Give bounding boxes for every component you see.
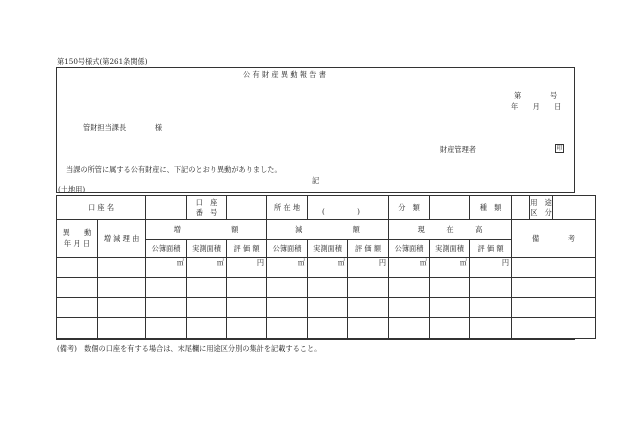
decrease-measured-area-header: 実測面積 [308, 240, 348, 258]
table-cell [57, 258, 98, 278]
unit-yen: 円 [227, 258, 267, 278]
decrease-registry-area-header: 公簿面積 [267, 240, 308, 258]
location-label: 所 在 地 [267, 196, 308, 220]
reason-header: 増 減 理 由 [98, 220, 146, 258]
classification-cell [430, 196, 470, 220]
location-paren-close: ) [357, 207, 360, 216]
table-row [57, 258, 596, 278]
classification-label: 分 類 [389, 196, 430, 220]
current-value-header: 評 価 額 [470, 240, 512, 258]
increase-header: 増 額 [146, 220, 267, 240]
property-manager-label: 財産管理者 [440, 145, 476, 154]
seal-box: 印 [556, 145, 563, 152]
change-date-header [57, 220, 98, 258]
use-category-label-top: 用 途 [530, 198, 552, 207]
location-cell [308, 196, 389, 220]
change-table [56, 195, 596, 339]
unit-yen: 円 [348, 258, 389, 278]
increase-measured-area-header: 実測面積 [187, 240, 227, 258]
form-number: 第150号様式(第261条関係) [57, 57, 148, 66]
remarks-header: 備 考 [512, 220, 596, 258]
unit-sqm: ㎡ [430, 258, 470, 278]
use-category-cell [553, 196, 596, 220]
table-cell [512, 258, 596, 278]
report-date-label: 年 月 日 [511, 102, 562, 111]
table-row [57, 298, 596, 318]
change-date-header-bottom: 年 月 日 [63, 238, 91, 248]
unit-sqm: ㎡ [267, 258, 308, 278]
table-bottom-rule [56, 338, 575, 340]
use-category-label [529, 196, 552, 219]
table-row [57, 278, 596, 298]
report-body-text: 当課の所管に属する公有財産に、下記のとおり異動がありました。 [66, 165, 282, 174]
unit-sqm: ㎡ [389, 258, 430, 278]
account-number-label-top: 口 座 [195, 197, 218, 207]
document-title: 公 有 財 産 異 動 報 告 書 [243, 70, 326, 79]
decrease-header: 減 額 [267, 220, 389, 240]
use-category-label-bottom: 区 分 [530, 207, 552, 217]
kind-label: 種 類 [470, 196, 512, 220]
increase-value-header: 評 価 額 [227, 240, 267, 258]
unit-sqm: ㎡ [187, 258, 227, 278]
current-registry-area-header: 公簿面積 [389, 240, 430, 258]
current-measured-area-header: 実測面積 [430, 240, 470, 258]
account-number-cell [227, 196, 267, 220]
unit-sqm: ㎡ [146, 258, 187, 278]
report-number-label: 第 号 [514, 91, 558, 100]
addressee-label: 管財担当課長 様 [83, 123, 163, 132]
kind-cell [512, 196, 553, 220]
footnote: (備考) 数個の口座を有する場合は、末尾欄に用途区分別の集計を記載すること。 [57, 344, 322, 353]
current-holdings-header: 現 在 高 [389, 220, 512, 240]
table-row [57, 318, 596, 339]
note-mark: 記 [312, 176, 320, 185]
account-number-label-bottom: 番 号 [195, 207, 218, 217]
location-paren-open: ( [322, 207, 325, 216]
increase-registry-area-header: 公簿面積 [146, 240, 187, 258]
category-label: (土地用) [58, 185, 86, 194]
account-name-label: 口 座 名 [57, 196, 146, 220]
change-date-header-top: 異 動 [62, 228, 92, 238]
account-number-label [187, 196, 227, 220]
unit-yen: 円 [470, 258, 512, 278]
table-cell [98, 258, 146, 278]
account-name-cell [146, 196, 187, 220]
decrease-value-header: 評 価 額 [348, 240, 389, 258]
unit-sqm: ㎡ [308, 258, 348, 278]
